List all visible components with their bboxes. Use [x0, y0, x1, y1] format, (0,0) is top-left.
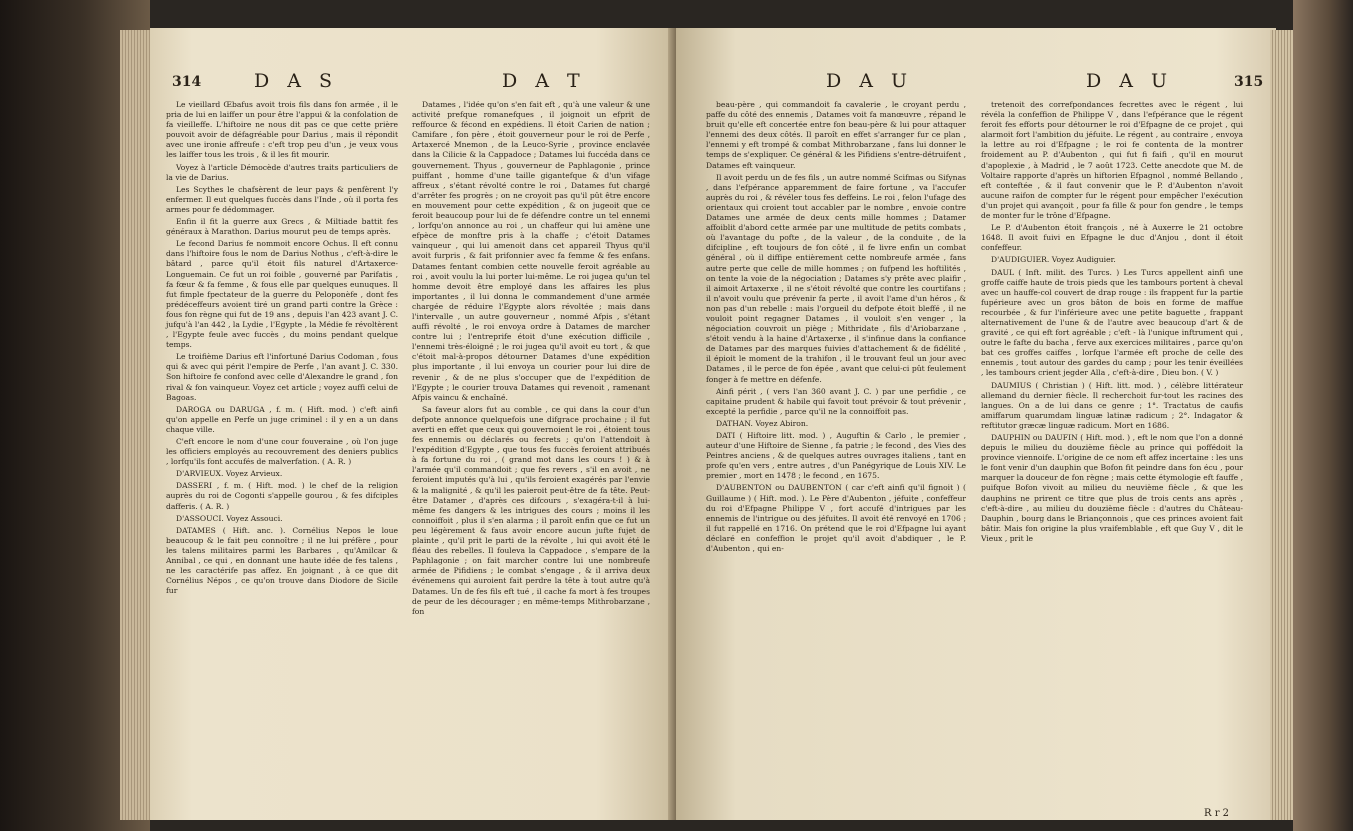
- paragraph: DAUPHIN ou DAUFIN ( Hift. mod. ) , eft le nom que l'on a donné depuis le milieu du douzième fiècle au prince qui poffédoit la province viennoife. L'origine de ce nom eft affez incertaine : les uns le font venir d'un dauphin que Bofon fit peindre dans fon écu , pour marquer la douceur de fon règne ; mais cette étymologie eft fauffe , puifque Bofon vivoit au milieu du neuvième fiècle , & que les dauphins ne prirent ce titre que plus de trois cents ans après , c'eft-à-dire , au milieu du douzième fiècle : d'autres du Château-Dauphin , bourg dans le Briançonnois , que ces princes avoient fait bâtir. Mais fon origine la plus vraifemblable , eft que Guy V , dit le Vieux , prit le: [981, 433, 1243, 543]
- paragraph: Ainfi périt , ( vers l'an 360 avant J. C. ) par une perfidie , ce capitaine prudent & habile qui favoit tout prévoir & tout prévenir , excepté la perfidie , parce qu'il ne la connoiffoit pas.: [706, 386, 966, 416]
- right-page: [676, 28, 1276, 820]
- text-column-1: [706, 100, 966, 556]
- paragraph: DATI ( Hiftoire litt. mod. ) , Auguftin & Carlo , le premier , auteur d'une Hiftoire de Sienne , fa patrie ; le fecond , des Vies des Peintres anciens , & de quelques autres ouvrages italiens , tant en profe qu'en vers , entre autres , d'un Panégyrique de Louis XIV. Le premier , mort en 1478 ; le fecond , en 1675.: [706, 431, 966, 481]
- paragraph: Enfin il fit la guerre aux Grecs , & Miltiade battit fes généraux à Marathon. Darius mourut peu de temps après.: [166, 217, 398, 237]
- paragraph: DAUMIUS ( Christian ) ( Hift. litt. mod. ) , célèbre littérateur allemand du dernier fiècle. Il recherchoit fur-tout les racines des langues. On a de lui dans ce genre ; 1°. Tractatus de caufis amiffarum quarumdam linguæ latinæ radicum ; 2°. Indagator & reftitutor græcæ linguæ radicum. Mort en 1686.: [981, 380, 1243, 430]
- text-column-1: [166, 100, 398, 598]
- text-column-2: [412, 100, 650, 619]
- running-head: D A U: [1086, 70, 1174, 92]
- running-head: D A S: [254, 70, 339, 92]
- running-head: D A T: [502, 70, 586, 92]
- paragraph: beau-père , qui commandoit fa cavalerie , le croyant perdu , paffe du côté des ennemis , Datames voit fa manœuvre , répand le bruit qu'elle eft concertée entre fon beau-père & lui pour attaquer l'ennemi des deux côtés. Il paroît en effet s'arranger fur ce plan , l'ennemi y eft trompé & combat Mithrobarzane , fans lui donner le temps de s'expliquer. Ce général & les Pifidiens s'entre-détruifent , Datames eft vainqueur.: [706, 100, 966, 170]
- paragraph: Sa faveur alors fut au comble , ce qui dans la cour d'un defpote annonce quelquefois une difgrace prochaine ; il fut averti en effet que ceux qui gouvernoient le roi , étoient tous fes ennemis ou déclarés ou fecrets ; qu'on l'attendoit à l'expédition d'Egypte , que tous fes fuccès feroient attribués à fa fortune du roi , ( grand mot dans les cours ! ) & à l'armée qu'il commandoit ; que fes revers , s'il en avoit , ne feroient imputés qu'à lui , qu'ils feroient exagérés par l'envie & la malignité , & qu'il les paieroit peut-être de fa tête. Peut-être Datamer , d'après ces difcours , s'exagéra-t-il à lui-même fes dangers & les intrigues des cours ; moins il les connoiffoit , plus il s'en alarma ; il paroît enfin que ce fut un peu légèrement & faus avoir encore aucun jufte fujet de plainte , qu'il prit le parti de la révolte , lui qui avoit été le fléau des rebelles. Il fouleva la Cappadoce , s'empare de la Paphlagonie ; on fait marcher contre lui une nombreufe armée de Pifidiens ; le combat s'engage , & il arriva deux événemens qui auroient fait perdre la tête à tout autre qu'à Datames. Un de fes fils eft tué , il cache fa mort à fes troupes de peur de les décourager ; en même-temps Mithrobarzane , fon: [412, 404, 650, 616]
- page-number: 314: [172, 74, 202, 90]
- paragraph: Le vieillard Œbafus avoit trois fils dans fon armée , il le pria de lui en laiffer un pour être l'appui & la confolation de fa vieilleffe. L'hiftoire ne nous dit pas ce que cette prière pouvoit avoir de défagréable pour Darius , mais il répondit avec une ironie affreufe : c'eft trop peu d'un , je veux vous les laiffer tous les trois , & il les fit mourir.: [166, 100, 398, 160]
- paragraph: Le troifième Darius eft l'infortuné Darius Codoman , fous qui & avec qui périt l'empire de Perfe , l'an avant J. C. 330. Son hiftoire fe confond avec celle d'Alexandre le grand , fon rival & fon vainqueur. Voyez cet article ; voyez auffi celui de Bagoas.: [166, 352, 398, 402]
- paragraph: D'AUBENTON ou DAUBENTON ( car c'eft ainfi qu'il fignoit ) ( Guillaume ) ( Hift. mod. ). Le Père d'Aubenton , jéfuite , confeffeur du roi d'Efpagne Philippe V , fort accufé d'intrigues par les ennemis de l'intrigue ou des jéfuites. Il avoit été renvoyé en 1706 ; il fut rappellé en 1716. On prétend que le roi d'Efpagne lui ayant déclaré en confeffion le projet qu'il avoit d'abdiquer , le P. d'Aubenton , qui en-: [706, 483, 966, 554]
- paragraph: Le fecond Darius fe nommoit encore Ochus. Il eft connu dans l'hiftoire fous le nom de Darius Nothus , c'eft-à-dire le bâtard , parce qu'il étoit fils naturel d'Artaxerce-Longuemain. Ce fut un roi foible , gouverné par Parifatis , fa fœur & fa femme , & fous elle par quelques eunuques. Il fut fimple fpectateur de la guerre du Peloponèfe , dont fes prédéceffeurs avoient tiré un grand parti contre la Grèce : fous fon règne qui fut de 19 ans , depuis l'an 423 avant J. C. jufqu'à l'an 442 , la Lydie , l'Egypte , la Médie fe révoltèrent , l'Egypte feule avec fuccès , du moins pendant quelque temps.: [166, 239, 398, 350]
- running-head: D A U: [826, 70, 914, 92]
- paragraph: DATAMES ( Hift. anc. ). Cornélius Nepos le loue beaucoup & le fait peu connoître ; il ne lui préfère , pour les talens militaires parmi les Barbares , qu'Amilcar & Annibal , ce qui , en donnant une haute idée de fes talens , ne les caractérife pas affez. En joignant , à ce que dit Cornélius Népos , ce qu'on trouve dans Diodore de Sicile fur: [166, 525, 398, 596]
- paragraph: Le P. d'Aubenton étoit françois , né à Auxerre le 21 octobre 1648. Il avoit fuivi en Efpagne le duc d'Anjou , dont il étoit confeffeur.: [981, 223, 1243, 253]
- book-cover-right: [1293, 0, 1353, 831]
- paragraph: DAROGA ou DARUGA , f. m. ( Hift. mod. ) c'eft ainfi qu'on appelle en Perfe un juge criminel : il y en a un dans chaque ville.: [166, 404, 398, 434]
- paragraph: DASSERI , f. m. ( Hift. mod. ) le chef de la religion auprès du roi de Cogonti s'appelle gourou , & fes difciples dafferis. ( A. R. ): [166, 481, 398, 511]
- paragraph: DATHAN. Voyez Abiron.: [716, 418, 809, 428]
- paragraph: Voyez à l'article Démocède d'autres traits particuliers de la vie de Darius.: [166, 162, 398, 182]
- paragraph: Les Scythes le chafsèrent de leur pays & penfèrent l'y enfermer. Il eut quelques fuccès dans l'Inde , où il porta fes armes pour fe dédommager.: [166, 184, 398, 214]
- left-page: [150, 28, 675, 820]
- page-number: 315: [1234, 74, 1264, 90]
- paragraph: D'ARVIEUX. Voyez Arvieux.: [176, 469, 283, 479]
- paragraph: Il avoit perdu un de fes fils , un autre nommé Scifmas ou Sifynas , dans l'efpérance apparemment de faire fortune , va l'accufer auprès du roi , & révéler tous fes deffeins. Le roi , felon l'ufage des orientaux qui croient tout accabler par le nombre , envoie contre Datames une armée de deux cents mille hommes ; Datamer affoiblit d'abord cette armée par une multitude de petits combats , où l'avantage du pofte , de la valeur , de la conduite , de la difcipline , eft toujours de fon côté , il fe livre enfin un combat général , où il diffipe entièrement cette nombreufe armée , fans autre perte que celle de mille hommes ; on fufpend les hoftilités , on tente la voie de la négociation ; Datames s'y prête avec plaifir , il aimoit Artaxerxe , il ne s'étoit révolté que contre les courtifans ; il n'avoit voulu que prévenir fa perte , il avoit l'ame d'un héros , & non pas d'un rebelle : mais l'orgueil du defpote étoit bleffé , il ne vouloit point regagner Datames , il vouloit s'en venger , la négociation couvroit un piège ; Mithridate , fils d'Ariobarzane , s'étoit vendu à la haine d'Artaxerxe , il s'infinue dans la confiance de Datames par des marques fuivies d'attachement & de fidélité , il épioit le moment de la trahifon , il le trouvant feul un jour avec Datames , il le perce de fon épée , avant que celui-ci pût feulement fonger à fe mettre en défenfe.: [706, 172, 966, 384]
- paragraph: DAUL ( Inft. milit. des Turcs. ) Les Turcs appellent ainfi une groffe caiffe haute de trois pieds que les tambours portent à cheval avec un hauffe-col couvert de drap rouge : ils frappent fur la partie fupérieure avec un gros bâton de bois en forme de maffue recourbée , & fur l'inférieure avec une petite baguette , frappant alternativement de l'une & de l'autre avec beaucoup d'art & de gravité , ce qui eft fort agréable ; c'eft - là l'unique inftrument qui , outre le fafte du bacha , ferve aux exercices militaires , parce qu'on bat ces groffes caiffes , lorfque l'armée eft proche de celle des ennemis , tout autour des gardes du camp ; pour les tenir éveillées , les tambours crient jegder Alla , c'eft-à-dire , Dieu bon. ( V. ): [981, 267, 1243, 378]
- paragraph: tretenoit des correfpondances fecrettes avec le régent , lui révéla la confeffion de Philippe V , dans l'efpérance que le régent feroit fes efforts pour détourner le roi d'Efpagne de ce projet , qui alarmoit fort l'ambition du jéfuite. Le régent , au contraire , envoya la lettre au roi d'Efpagne ; le roi fe contenta de la montrer froidement au P. d'Aubenton , qui fut fi faifi , qu'il en mourut d'apoplexie , à Madrid , le 7 août 1723. Cette anecdote que M. de Voltaire rapporte d'après un hiftorien Efpagnol , nommé Bellando , eft conteftée , & il faut convenir que le P. d'Aubenton n'avoit aucune raifon de compter fur le régent pour empêcher l'exécution d'un projet qui avançoit , pour fa fille & pour fon gendre , le temps de monter fur le trône d'Efpagne.: [981, 100, 1243, 221]
- signature-mark: R r 2: [1204, 808, 1230, 819]
- paragraph: Datames , l'idée qu'on s'en fait eft , qu'à une valeur & une activité prefque romanefques , il joignoit un efprit de reffource & fécond en expédiens. Il étoit Carien de nation ; Camifare , fon père , étoit gouverneur pour le roi de Perfe , Artaxercé Mnemon , de la Leuco-Syrie , province enclavée dans la Cilicie & la Cappadoce ; Datames lui fuccéda dans ce gouvernement. Thyus , gouverneur de Paphlagonie , prince puiffant , homme d'une taille gigantefque & d'un vifage affreux , s'étant révolté contre le roi , Datames fut chargé d'arrêter fes progrès ; on ne croyoit pas qu'il pût être encore en mouvement pour cette expédition , & on jugeoit que ce feroit beaucoup pour lui de fe défendre contre un tel ennemi , lorfqu'on annonce au roi , un chaffeur qui lui amène une efpèce de monftre pris à la chaffe ; c'étoit Datames vainqueur , qui lui amenoit dans cet appareil Thyus qu'il avoit furpris , & fait prifonnier avec fa femme & fes enfans. Datames fentant combien cette nouvelle feroit agréable au roi , avoit voulu la lui porter lui-même. Le roi jugea qu'un tel homme devoit être employé dans les affaires les plus importantes , il lui donna le commandement d'une armée chargée de réduire l'Egypte alors révoltée ; mais dans l'intervalle , un autre gouverneur , nommé Afpis , s'étant auffi révolté , le roi envoya ordre à Datames de marcher contre lui ; l'entreprife étoit d'une exécution difficile , l'ennemi très-éloigné ; le roi jugea qu'il avoit eu tort , & que c'étoit mal-à-propos détourner Datames d'une expédition plus importante , il lui envoya un courier pour lui dire de revenir , & de ne plus s'occuper que de l'expédition de l'Egypte ; le courier trouva Datames qui revenoit , ramenant Afpis vaincu & enchaîné.: [412, 100, 650, 402]
- right-page-header: [706, 68, 1266, 94]
- left-page-header: [172, 68, 652, 94]
- paragraph: C'eft encore le nom d'une cour fouveraine , où l'on juge les officiers employés au recouvrement des deniers publics , lorfqu'ils font accufés de malverfation. ( A. R. ): [166, 437, 398, 467]
- paragraph: D'ASSOUCI. Voyez Assouci.: [176, 513, 283, 523]
- text-column-2: [981, 100, 1243, 546]
- paragraph: D'AUDIGUIER. Voyez Audiguier.: [991, 255, 1116, 265]
